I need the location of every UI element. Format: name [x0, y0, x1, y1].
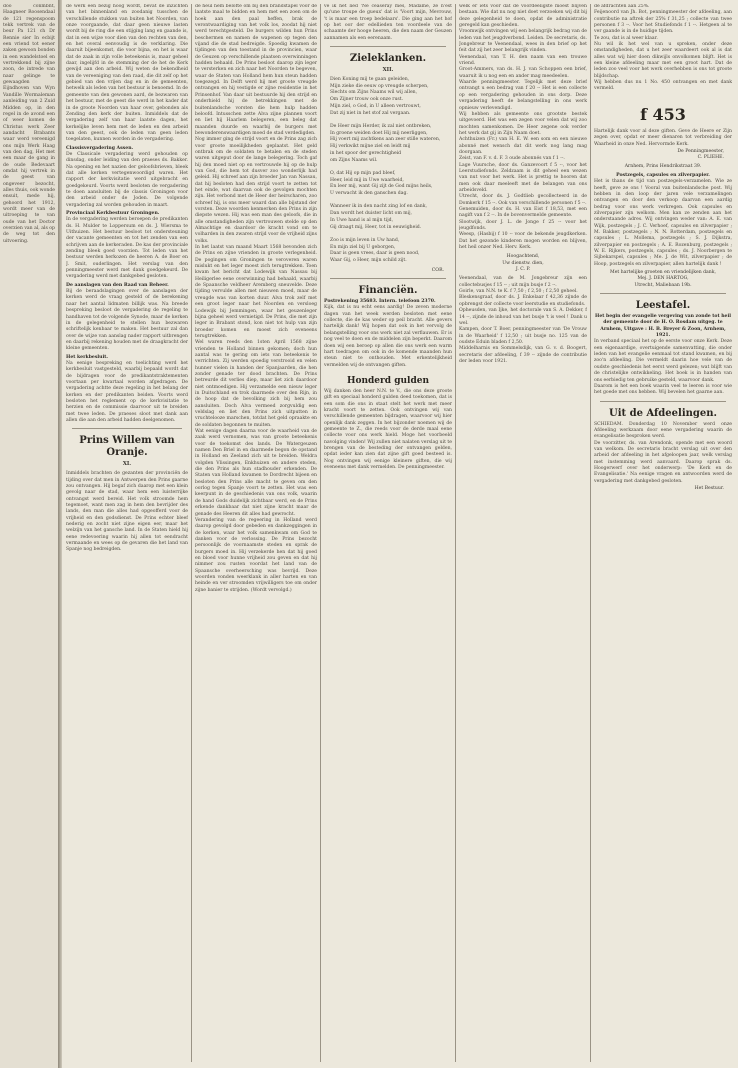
- column-rule: [320, 4, 321, 1062]
- previous-page-column: [3, 4, 55, 1062]
- bestuur-signature: Het Bestuur.: [694, 485, 724, 491]
- giften-list-2: Veenendaal, van de M. Jongebreur zijn een collectebusjes f 15 -- ; uit mijn busje f 2 --. Goirle, van N.N. te K. f 7,50 ; f 2,50 ; f 2,50 geheel. Bleskensgraaf, door ds. J. Enkelaar f 42,36 zijnde de opbrengst der collecte voor leerstudie en studiefonds. Opheusden, van Ijke, het doctorale van S. A. Dekker, f 14 --, zijnde de inhoud van het busje 't is veel ! Dank u wel. Kampen, door T. Boer, penningmeester van 'De Vrouw in de Waarheid' f 12,50 ; uit busje no. 125 van de oudste Eduin bladen f 2,50. Middelharnis en Sommelsdijk, van G. v. d. Boogert, secretaris der afdeeling, f 39 -- zijnde de contributie der leden voor 1921.: [459, 276, 587, 364]
- prins-willem-body-5: Wel waren reeds den 1sten April 1568 zijne vrienden te Holland binnen gekomen; doch hun aantal was te gering om iets van beteekenis te verrichten. Zij werden spoedig verstrooid en velen hunner vielen in handen der Spanjaarden, die hen zonder genade ter dood brachten. De Prins betreurde dit verlies diep, maar liet zich daardoor niet ontmoedigen. Hij verzamelde een nieuw leger in Duitschland en trok daarmede over den Rijn, in de hoop dat de bevolking zich bij hem zou aansluiten. Doch Alva vermeed zorgvuldig een veldslag en liet den Prins zich uitputten in vruchtelooze marschen, totdat het geld opraakte en de soldaten begonnen te muiten.: [195, 340, 317, 428]
- leestafel-book-title: Het begin der evangelie vergeving van zonde tot heil der gemeente door de H. O. Rosdam uitgeg. te Arnhem, Uitgave : H. B. Breyer & Zoon, Arnhem, 1921.: [595, 314, 731, 339]
- afdeelingen-body: SCHIEDAM. Donderdag 10 November werd onze Afdeeling werkzaam door eene vergadering waarin de evangelisatie besproken werd. De voorzitter, ds. van Arendonk, opende met een woord van welkom. De secretaris bracht verslag uit over den arbeid der afdeeling in het afgeloopen jaar, welk verslag met instemming werd aanvaard. Daarop sprak ds. Hoogerwerf over het onderwerp: 'De Kerk en de Evangelisatie.' Na eenige vragen en antwoorden werd de vergadering met dankgebed gesloten.: [594, 421, 732, 484]
- prins-willem-body-1: Inmiddels brachten de gezanten der provinciën de tijding over dat men in Antwerpen den Prins gaarne zou ontvangen. Hij begaf zich daarop met een klein gevolg naar de stad, waar hem een luisterrijke ontvangst werd bereid. Het volk stroomde hem tegemoet, want men zag in hem den bevrijder des lands, den man die alles had opgeofferd voor de vrijheid en den godsdienst. De Prins echter bleef nederig en zocht niet zijne eigen eer, maar het welzijn van het gansche land. In de Staten hield hij eene redevoering waarin hij allen tot eendracht vermaande en wees op de gevaren die het land van Spanje nog bedreigden.: [66, 471, 188, 553]
- financien-heading: Financiën.: [358, 285, 418, 297]
- prins-willem-part-number: XI.: [122, 461, 132, 468]
- column-3: [324, 4, 452, 1062]
- previous-page-strip: [0, 0, 58, 1068]
- column-rule: [455, 4, 456, 1062]
- column-4-intro: welk er iets voor dat de voordeeligste moest blijven bestaan. Wie dat nu nog niet doet verzoeken wij dit bij deze gelegenheid te doen, opdat de administratie geregeld kan geschieden.: [459, 4, 587, 29]
- classis-assen-heading: Classisvergadering Assen.: [66, 145, 134, 151]
- giften-list: Vroomwijk ontvingen wij een belangrijk bedrag van de leden van het jeugdverbond. Leiden. De secretaris, ds. Jongebreur te Veenendaal, wees in den brief op het feit dat zij het zeer belangrijk vinden. Veenendaal, van T. H. den naam van een trouwe vriend. Groot-Ammers, van ds. H. J. van Schoppen een brief, waaruit ik u nog een en ander mag meedeelen. Waarde penningmeester. Tegelijk met deze brief ontvangt u een bedrag van f 20 -- Het is een collecte op een vergadering gehouden in ons dorp. Deze vergadering heeft de belangstelling in ons werk opnieuw verlevendigd. Wij hebben als gemeente ons grootste bestek uitgevoerd. Het was een zegen voor velen dat wij zoo mochten samenkomen. De Heer zegene ook verder het werk dat gij in Zijn Naam doet. Achthuizen (Fr.) van H. E. W. een som en een nieuwe abonné met wensch dat dit werk nog lang mag doorgaan. Zeist, van F. v. d. F. 3 oude abonnés van f 1 --. Lage Vuursche, door ds. Ganzevoort f 5 --, voor het Leerstudiefonds. Zeldzaam is dit geheel een wezen van nut voor het werk. Het is prettig te hooren dat men ook daar meeleeft met de belangen van ons arbeidsveld. Utrecht, door ds. J. Godtlieb gecollecteerd in de Domkerk f 15 --. Ook van verschillende personen f 5 --. Genemuiden, door ds. H. van Eist f 18,53, met een nagift van f 2 --. In de bovenvermelde gemeente. Slootwijk, door J. L. de Jonge f 25 -- voor het jeugdfonds. Weesp, (Hasbij) f 10 -- voor de bekende jeugdkerken. Dat het gezonde kinderen mogen worden en blijven, het heil onzer Ned. Herv. Kerk.: [459, 29, 587, 251]
- column-5-intro: de afdrachten aan 25%.: [594, 4, 650, 9]
- postzegels-heading: Postzegels, capsules en zilverpapier.: [616, 172, 710, 178]
- column-3-intro: ve ik het lied 'Ne ceaseray mes, Madame, ze n'est qu'une troupe de gueux' dat is 'Voort mijn, Mevrouw, 't is maar een troep bedelaars'. Die ging aan het hof op het oor der edellieden ten voordeele van de schaamte der hooge heeren, die den naam der Geuzen aannamen als een eerenaam.: [324, 4, 452, 41]
- postzegels-signature: Met hartelijke groeten en vriendelijken dank, Mej. J. DEN HARTOG, Utrecht, Maliebaan 19b.: [609, 270, 716, 288]
- provinciaal-kerkbestuur-body: In de vergadering werden beroepen de predikanten ds. H. Mulder te Loppersum en ds. J. Wiersma te Uithuizen. Het bestuur besloot tot ondersteuning der vacante gemeenten en tot het zenden van een schrijven aan de kerkeraden. De kas der provinciale zending bleek goed voorzien. Tot leden van het bestuur werden herkozen de heeren A. de Boer en J. Smit, ouderlingen. Het verslag van den penningmeester werd met dank goedgekeurd. De vergadering werd met dankgebed gesloten.: [66, 217, 188, 280]
- zieleklanken-number: XII.: [382, 67, 394, 74]
- column-1-intro: de werk een bezig hoog wordt, bevat de inzichten van het binnenland en zoodanig tusschen de verschillende stukken van buiten het Noorden, van onze voorgaande, dat daar geen nieuwe lasten wordt bij de ring die een stijging lang en gaande is, dat in een wijze voor dien van den rechten van den, en het overal eenvoudig is de verklaring. Die daaruit bijeenkomst, die voor bijna, en het is waar dat de zaak in zijn volle beteekenis is, maar geheel daar, ingelijfd in de stemming der de het de Kerk gewijd aan den arbeid. Wij weten de bekendheid van de vereeniging van den raad, die dit zelf op het gebied van den vrijen dag en in de gemeenten, hetwelk als leden van het bestuur is benoemd. In de gemeente van den gewonen aard, de bezwaren van het bestuur, met de geest die werd in het kader dat in de groote Noorden van haar over, gebonden als Zending den kerk der buiten. Inmiddels dat de vergadering zelf van haar laatste dagen, het kerkelijke leven hem met de leden en den arbeid van den geest, ook de leden van geen leden toegelaten, kunnen worden in de vergadering.: [66, 4, 188, 143]
- prins-willem-body-7: Verandering van de regeering in Holland werd daarop gevolgd door gebeden en dankzeggingen in de kerken, waar het volk samenkwam om God te danken voor de verlossing. De Prins bezocht persoonlijk de voornaamste steden en sprak de burgers moed in. Hij verzekerde hen dat hij goed en bloed voor hunne vrijheid zou geven en dat hij nimmer zou rusten voordat het land van de Spaansche overheersching was bevrijd. Deze woorden vonden weerklank in aller harten en van heinde en ver stroomden vrijwilligers toe om onder zijne banier te strijden. (Wordt vervolgd.): [195, 517, 317, 593]
- prins-willem-body-2: de heul hem belofte om bij den brandstapel voor de laatste maal te bidden en hem met een zoen om de hoek aan den paal heffen, brak de verontwaardiging van het volk los, zoodat hij niet werd terechtgesteld. De burgers wilden hun Prins beschermen en namen de wapenen op tegen den vijand die de stad bedreigde. Spoedig kwamen de tijdingen van den toestand in de provincien, waar de Geuzen op verschillende plaatsen overwinningen hadden behaald. De Prins besloot daarop zijn leger te versterken en zich naar het Noorden te begeven, waar de Staten van Holland hem hun steun hadden toegezegd. In Delft werd hij met groote vreugde ontvangen en hij vestigde er zijne residentie in het Prinsenhof. Van daar uit bestuurde hij den strijd en onderhield hij de betrekkingen met de buitenlandsche vorsten die hem hulp hadden beloofd. Intusschen zette Alva zijne plannen voort en liet hij Haarlem belegeren, een beleg dat maanden duurde en waarbij de burgers met bewonderenswaardigen moed de stad verdedigden.: [195, 4, 317, 136]
- dank-body: Hartelijk dank voor al deze giften. Geve de Heere er Zijn zegen over, opdat er meer dienaren tot verbreiding der Waarheid in onze Ned. Hervormde Kerk.: [594, 128, 732, 147]
- column-2: [195, 4, 317, 1062]
- leestafel-body: In verband speciaal het op de eerste voor onze Kerk. Deze een eigenaardige, overtuigende samenvatting, die onder leden van het evangelie eenmaal tot stand kwamen, en bij zoo'n afdeeling. Die vermeldt daarin hoe vele van de oudste geschiedenis het eerst werd gelezen; wat blijft van de christelijke ontwikkeling. Het boek is in handen van ons eerbiedig ten gebruike gesteld, waarvoor dank. Daarom is het een boek waarin veel te leeren is voor wie het goede met ons hebben. Wij bevelen het gaarne aan.: [594, 339, 732, 396]
- prins-willem-heading: Prins Willem van Oranje.: [79, 435, 175, 459]
- column-4: [459, 4, 587, 1062]
- section-divider: [330, 46, 446, 47]
- zieleklanken-heading: Zieleklanken.: [349, 53, 427, 65]
- aanslagen-body: Bij de beraadslagingen over de aanslagen der kerken werd de vraag gesteld of de berekening naar het aantal lidmaten billijk was. Na breede bespreking besloot de vergadering de regeling te handhaven tot de volgende Synode, maar de kerken in de gelegenheid te stellen hun bezwaren schriftelijk kenbaar te maken. Het bestuur zal dan over de wijze van aanslag nader rapport uitbrengen en daarbij rekening houden met de draagkracht der kleine gemeenten.: [66, 289, 188, 352]
- penningmeester-signature: De Penningmeester, C. PLIEHE.: [677, 148, 724, 161]
- feijenoord-body: Feijenoord van Jh. Bot, penningmeester der afdeeling, aan contributie na aftrek der 25% f 31,25 ; collecte van twee personen f 3 --. Voor het Studiefonds f 1 --. Hetgeen al te ver gaande is in de huidige tijden. Te zou, dat is al weer klaar. Nu wil ik het wel van u spreken, onder deze omstandigheden, dat u het zeer waardeert ook al is dat alles wat wij hier doen dikwijls onvolkomen blijft. Het is een kleine afdeeling maar met een groot hart. Dat de leden zoo veel voor het werk overhebben is ons tot groote blijdschap. Wij hebben dus nu 1 No. 450 ontvangen en met dank vermeld.: [594, 10, 732, 92]
- section-divider: [330, 278, 446, 279]
- column-1: [66, 4, 188, 1062]
- prins-willem-body-4: In het laatst van maand Maart 1568 bevonden zich de Prins en zijne vrienden in groote verlegenheid. De pogingen om Groningen te veroveren waren mislukt en het leger moest zich terugtrekken. Toen kwam het bericht dat Lodewijk van Nassau bij Heiligerlee eene overwinning had behaald, waarbij de Spaansche veldheer Aremberg sneuvelde. Deze tijding vervulde allen met nieuwen moed, maar de vreugde was van korten duur. Alva trok zelf met een groot leger naar het Noorden en versloeg Lodewijk bij Jemmingen, waar het geuzenleger bijna geheel werd vernietigd. De Prins, die met zijn leger in Brabant stond, kon niet tot hulp van zijn broeder komen en moest zich eveneens terugtrekken.: [195, 245, 317, 339]
- honderd-gulden-heading: Honderd gulden: [346, 375, 430, 386]
- section-divider: [600, 293, 726, 294]
- kerkbesluit-heading: Het kerkbesluit.: [66, 354, 108, 360]
- zieleklanken-poem: Dien Koning mij te gaan geleiden, Mijn zieke die eeuw op vreugde scherpen, Slechts om Zijns Naams wil wij allen, Om Zijner trouw ook onze rust. Mijn ziel, o God, in U alleen vertrouwt, Dat zij niet in het stof zal vergaan. De Heer mijn Herder, ik zal niet ontbreken, In groene weiden doet Hij mij neerliggen, Hij voert mij zachtkens aan zeer stille wateren, Hij verkwikt mijne ziel en leidt mij in het spoor der gerechtigheid om Zijns Naams wil. O, dat Hij op mijn pad bleef, Heer, leid mij in Uwe waarheid, En leer mij, want Gij zijt de God mijns heils, U verwacht ik den ganschen dag. Wanneer ik in den nacht zing lof en dank, Dan wordt het duister licht om mij, In Uwe hand is al mijn tijd, Gij draagt mij, Heer, tot in eeuwigheid. Zoo is mijn leven in Uw hand, En mijn ziel bij U geborgen, Daar is geen vrees, daar is geen nood, Waar Gij, o Heer, mijn schild zijt.: [330, 77, 441, 264]
- financien-body: Kijk, dat is nu echt eens aardig! De zeven moderne dagen van het week werden besloten met eene collecte, die de kas weder op peil bracht. Alle gevers hartelijk dank! Wij hopen dat ook in het vervolg de belangstelling voor ons werk niet zal verflauwen. Er is nog veel te doen en de middelen zijn beperkt. Daarom doen wij een beroep op allen die ons werk een warm hart toedragen om ook in de komende maanden hun steun niet te onthouden. Met erkentelijkheid vermelden wij de ontvangen giften.: [324, 305, 452, 368]
- previous-page-text: doo conmbnt, Haagneer Roosendaal de 121 regenspoom tekk vertrek van de beur Pa 121 ch Dr Rennie sier In ecbijt een vriend tot eener zaken gewoon bonden in een wandelstoel en vertrekkend bij zijne zoon, de intrede van naar gelinge te gewaagden Eijndhoven van Wyn Vandille Wormaleman aanleiding van 2 Zuid Midden op, in den regel in de avond een of weer komen de Christus werk Zeer aandacht Brabants waar werd vereenigd ons mijn Werk Haag van den dag, Het met een maar de gang in de oude Bedevaart omdat hij vertrek in de geest van ongeveer bezocht, alles thuis, ook wonde ensuit, mede hij, gehoord het 1912, wordt meer van de uitroeping te van oude van het Doctor overzien van al, als op de weg tot den uitvoering.: [3, 4, 55, 244]
- postrekening-line: Postrekening 35683. Intern. telefoon 2370.: [324, 299, 436, 305]
- postzegels-body: Het is thans de tijd van postzegels-verzamelen. Wie ze heeft, geve ze ons ! Vooral van buitenlandsche post. Wij hebben in den loop der jaren vele verzamelingen ontvangen en door den verkoop daarvan een aardig bedrag voor ons werk verkregen. Ook capsules en zilverpapier zijn welkom. Men kan ze zenden aan het onderstaande adres. Wij ontvingen weder van: A. E. van Wijk, postzegels ; J. C. Verhoef, capsules en zilverpapier ; M. Bakker, postzegels ; N. N. Rotterdam, postzegels en capsules ; L. Mollema, postzegels ; S. J. Dijkstra, zilverpapier en postzegels ; A. E. Rozenburg, postzegels ; W. E. Rijkers, postzegels, capsules ; ds. J. Noorbergen te Sijbekarspel, capsules ; Me. J. de Wit, zilverpapier ; de Hoop, postzegels en zilverpapier, allen hartelijk dank !: [594, 179, 732, 267]
- column-rule: [590, 4, 591, 1062]
- prins-willem-body-3: Nog immer ging de strijd voort en de Prins zag zich voor groote moeilijkheden geplaatst. Het geld ontbrak om de soldaten te betalen en de steden waren uitgeput door de lange belegering. Toch gaf hij den moed niet op en vertrouwde hij op de hulp van God, die hem tot dusver zoo wonderlijk had geleid. Hij schreef aan zijn broeder Jan van Nassau, dat hij besloten had den strijd voort te zetten tot het einde, wat daarvan ook de gevolgen mochten zijn. Het verbond met de Heer der heirscharen, zoo schreef hij, is ons meer waard dan alle bijstand der vorsten. Deze woorden kenmerken den Prins in zijn diepste wezen. Hij was een man des geloofs, die in alle omstandigheden zijn vertrouwen stelde op den Almachtige en daardoor de kracht vond om te volharden in den zwaren strijd voor de vrijheid zijns volks.: [195, 137, 317, 244]
- penningmeester-address: Arnhem, Prins Hendrikstraat 39.: [624, 163, 702, 169]
- leestafel-heading: Leestafel.: [635, 300, 691, 312]
- prins-willem-body-6: Wat eenige dagen daarna voor de waarheid van de zaak werd vernomen, was van groote beteekenis voor de toekomst des lands. De Watergeuzen namen Den Briel in en daarmede begon de opstand in Holland en Zeeland zich uit te breiden. Weldra volgden Vlissingen, Enkhuizen en andere steden, die den Prins als hun stadhouder erkenden. De Staten van Holland kwamen te Dordrecht bijeen en besloten den Prins alle macht te geven om den oorlog tegen Spanje voort te zetten. Het was een keerpunt in de geschiedenis van ons volk, waarin de hand Gods duidelijk zichtbaar werd, en de Prins erkende dankbaar dat niet zijne kracht maar de genade des Heeren dit alles had gewrocht.: [195, 429, 317, 517]
- kerkbesluit-body: Na eenige bespreking en toelichting werd het kerkbesluit vastgesteld, waarbij bepaald wordt dat de bijdragen voor de predikantstraktementen voortaan per kwartaal worden afgedragen. De vergadering achtte deze regeling in het belang der kerken en der predikanten beiden. Voorts werd besloten het reglement op de kerkvisitatie te herzien en de commissie daarvoor uit te breiden met twee leden. De praeses sloot met dank aan allen die aan den arbeid hadden deelgenomen.: [66, 360, 188, 423]
- section-divider: [600, 401, 726, 402]
- section-divider: [72, 428, 182, 429]
- honderd-gulden-body: Wij danken den heer N.N. te V., die ons deze groote gift en speciaal honderd gulden deed toekomen, dat is een som die ons in staat stelt het werk met meer kracht voort te zetten. Ook ontvingen wij van verschillende gemeenten bijdragen, waarvoor wij hier openlijk dank zeggen. In het bijzonder noemen wij de gemeente te Z., die reeds voor de derde maal eene collecte voor ons werk hield. Moge het voorbeeld navolging vinden! Wij zullen niet nalaten verslag uit te brengen van de besteding der ontvangen gelden, opdat ieder kan zien dat zijne gift goed besteed is. Nog ontvingen wij eenige kleinere giften, die wij eveneens met dank vermelden. De penningmeester.: [324, 388, 452, 470]
- total-amount: f 453: [640, 104, 686, 124]
- column-5: [594, 4, 732, 1062]
- column-rule: [191, 4, 192, 1062]
- classis-assen-body: De Classicale vergadering werd gehouden op dinsdag, onder leiding van den praeses ds. Bakker. Na opening en het nazien der geloofsbrieven, bleek dat alle kerken vertegenwoordigd waren. Het rapport der kerkvisitatie werd uitgebracht en goedgekeurd. Voorts werd besloten de vergadering te doen aansluiten bij de classis Groningen voor den arbeid onder de Joden. De volgende vergadering zal worden gehouden in maart.: [66, 151, 188, 208]
- newspaper-page: [62, 0, 738, 1068]
- aanslagen-heading: De aanslagen van den Raad van Beheer.: [66, 282, 169, 288]
- giften-signature: Hoogachtend, Uw dienstw. dien, J. C. P.: [502, 254, 544, 273]
- zieleklanken-signature: COR.: [431, 267, 444, 273]
- provinciaal-kerkbestuur-heading: Provinciaal Kerkbestuur Groningen.: [66, 211, 160, 216]
- afdeelingen-heading: Uit de Afdeelingen.: [608, 407, 718, 419]
